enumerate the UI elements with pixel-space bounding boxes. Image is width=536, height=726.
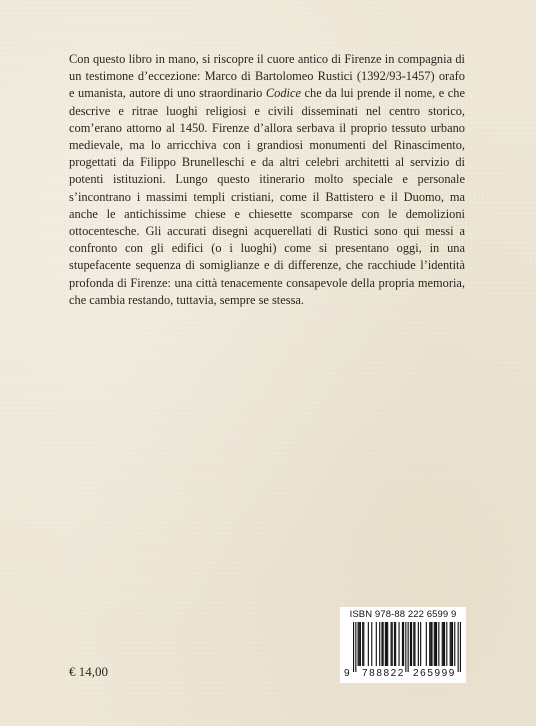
barcode-bar [429, 622, 430, 666]
barcode-bar [403, 622, 404, 666]
barcode-guard-bar [405, 622, 406, 672]
barcode-bar [411, 622, 412, 666]
barcode-bar [443, 622, 444, 666]
barcode-bar [444, 622, 445, 666]
barcode-guard-bar [458, 622, 459, 672]
barcode-guard-bar [460, 622, 461, 672]
blurb-title-italic: Codice [265, 86, 302, 101]
barcode-bar [438, 622, 439, 666]
barcode-first-digit: 9 [344, 668, 350, 679]
barcode-bar [454, 622, 455, 666]
barcode-bar [379, 622, 380, 666]
barcode-bar [434, 622, 435, 666]
barcode-bar [358, 622, 359, 666]
barcode-bar [431, 622, 432, 666]
barcode-bar [381, 622, 382, 666]
barcode-bar [376, 622, 377, 666]
barcode-bar [420, 622, 421, 666]
barcode-bar [436, 622, 437, 666]
barcode-bar [395, 622, 396, 666]
isbn-barcode [340, 607, 466, 683]
barcode-bar [442, 622, 443, 666]
barcode-bar [383, 622, 384, 666]
blurb-text-part-2: che da lui prende il nome, e che descrive e ritrae luoghi religiosi e civili disseminati nel centro storico, com’erano attorno al 1450. Firenze d’allora serbava il proprio tessuto urbano medievale, ma lo arricchiva con i grandiosi monumenti del Rinascimento, progettati da Filippo Brunelleschi e da altri celebri architetti al servizio di potenti istituzioni. Lungo questo itinerario molto speciale e personale s’incontrano i massimi templi cristiani, come il Battistero e il Duomo, ma anche le antichissime chiese e chiesette scomparse con le demolizioni ottocentesche. Gli accurati disegni acquerellati di Rustici sono qui messi a confronto con gli edifici (o i luoghi) come si presentano oggi, in una stupefacente sequenza di somiglianze e di differenze, che racchiude l’identità profonda di Firenze: una città tenacemente consapevole della propria memoria, che cambia restando, tuttavia, sempre se stessa. [69, 86, 465, 307]
barcode-bar [359, 622, 360, 666]
barcode-bar [410, 622, 411, 666]
price-label: € 14,00 [69, 664, 108, 679]
barcode-guard-bar [353, 622, 354, 672]
barcode-bar [391, 622, 392, 666]
blurb-paragraph [69, 51, 465, 309]
barcode-guard-bar [355, 622, 356, 672]
barcode-bar [452, 622, 453, 666]
barcode-bar [371, 622, 372, 666]
barcode-bar [418, 622, 419, 666]
back-cover-blurb [69, 51, 465, 309]
barcode-bars [353, 622, 461, 672]
barcode-bar [387, 622, 388, 666]
barcode-guard-bar [408, 622, 409, 672]
barcode-bar [386, 622, 387, 666]
barcode-bar [435, 622, 436, 666]
barcode-bar [385, 622, 386, 666]
barcode-bar [451, 622, 452, 666]
barcode-bar [368, 622, 369, 666]
barcode-bar [446, 622, 447, 666]
barcode-left-digits: 788822 [362, 668, 405, 679]
barcode-bar [426, 622, 427, 666]
barcode-bar [360, 622, 361, 666]
barcode-bar [362, 622, 363, 666]
barcode-bar [394, 622, 395, 666]
barcode-bar [402, 622, 403, 666]
barcode-bar [392, 622, 393, 666]
barcode-bar [450, 622, 451, 666]
barcode-bar [413, 622, 414, 666]
barcode-bar [363, 622, 364, 666]
barcode-bar [430, 622, 431, 666]
isbn-number: ISBN 978-88 222 6599 9 [349, 609, 457, 620]
blurb-text-part-1: Con questo libro in mano, si riscopre il cuore antico di Firenze in compagnia di un testimone d’eccezione: Marco di Bartolomeo Rustici (1392/93-1457) orafo e umanista, autore di uno straordinario [69, 52, 465, 101]
barcode-bar [398, 622, 399, 666]
barcode-right-digits: 265999 [413, 668, 456, 679]
barcode-bar [414, 622, 415, 666]
